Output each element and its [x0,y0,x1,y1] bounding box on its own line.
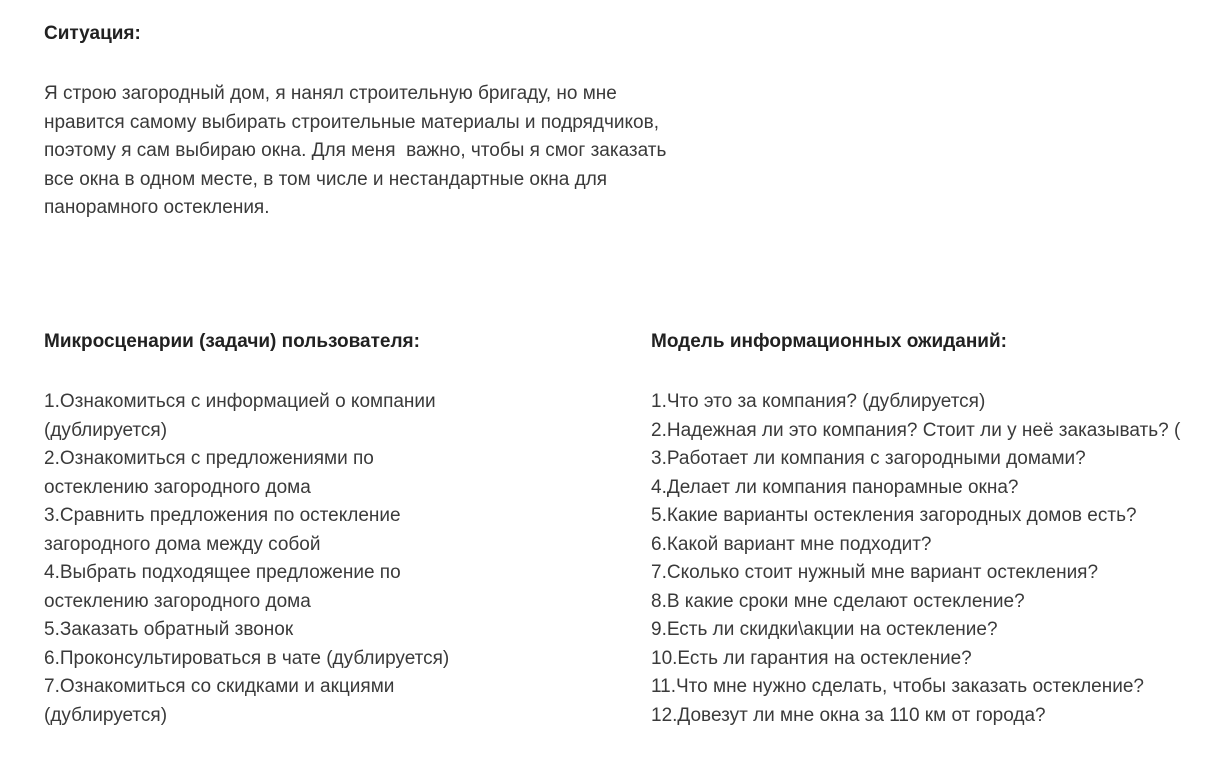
expectations-list [651,388,1222,730]
text-line: 11.Что мне нужно сделать, чтобы заказать остекление? [651,676,1144,697]
text-line: 8.В какие сроки мне сделают остекление? [651,590,1025,612]
text-line: 4.Выбрать подходящее предложение по [44,562,401,583]
text-line: 7.Ознакомиться со скидками и акциями [44,676,395,697]
text-line: 1.Ознакомиться с информацией о компании [44,391,436,412]
text-line: 1.Что это за компания? (дублируется) [651,391,986,412]
text-line: (дублируется) [44,704,168,726]
text-line: 10.Есть ли гарантия на остекление? [651,647,972,669]
text-line: 2.Ознакомиться с предложениями по [44,448,374,469]
text-line: 5.Заказать обратный звонок [44,619,294,640]
situation-paragraph [44,80,764,223]
text-line: 7.Сколько стоит нужный мне вариант остекления? [651,562,1099,583]
text-line: загородного дома между собой [44,533,321,555]
text-line: 5.Какие варианты остекления загородных домов есть? [651,505,1137,526]
text-line: остеклению загородного дома [44,476,311,498]
text-line: 6.Проконсультироваться в чате (дублируется) [44,647,450,669]
text-line: нравится самому выбирать строительные материалы и подрядчиков, [44,111,659,133]
text-line: 6.Какой вариант мне подходит? [651,533,932,555]
microscenarios-list [44,388,624,730]
text-line: поэтому я сам выбираю окна. Для меня важно, чтобы я смог заказать [44,140,667,161]
text-line: 9.Есть ли скидки\акции на остекление? [651,619,998,640]
situation-heading: Ситуация: [44,23,141,44]
text-line: 2.Надежная ли это компания? Стоит ли у неё заказывать? ( [651,419,1181,441]
text-line: 3.Сравнить предложения по остекление [44,505,401,526]
microscenarios-heading: Микросценарии (задачи) пользователя: [44,331,420,352]
text-line: панорамного остекления. [44,197,270,218]
text-line: (дублируется) [44,419,168,441]
text-line: 4.Делает ли компания панорамные окна? [651,476,1019,498]
text-line: все окна в одном месте, в том числе и нестандартные окна для [44,168,608,190]
expectations-heading: Модель информационных ожиданий: [651,331,1007,352]
text-line: 12.Довезут ли мне окна за 110 км от города? [651,704,1046,726]
text-line: Я строю загородный дом, я нанял строительную бригаду, но мне [44,83,617,104]
text-line: 3.Работает ли компания с загородными домами? [651,448,1086,469]
text-line: остеклению загородного дома [44,590,311,612]
